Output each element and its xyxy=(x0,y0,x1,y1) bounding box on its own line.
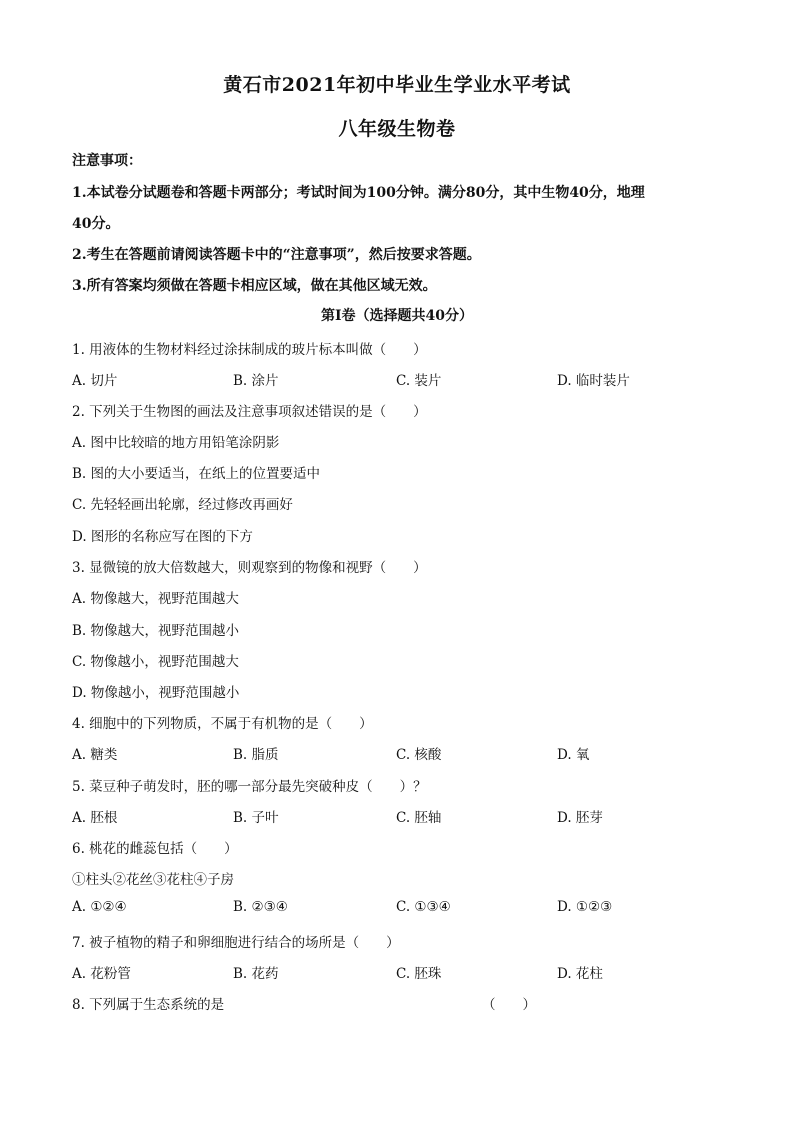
q7-option-d: D. 花柱 xyxy=(557,966,603,982)
q6-option-a: A. ①②④ xyxy=(72,899,127,915)
q5-option-d: D. 胚芽 xyxy=(557,810,603,826)
exam-title: 黄石市2021年初中毕业生学业水平考试 xyxy=(223,74,571,96)
q3-option-b: B. 物像越大，视野范围越小 xyxy=(72,623,240,639)
q2-option-a: A. 图中比较暗的地方用铅笔涂阴影 xyxy=(72,435,280,451)
note-item-1: 1.本试卷分试题卷和答题卡两部分；考试时间为100分钟。满分80分，其中生物40分，地理 xyxy=(72,185,645,201)
q3-option-d: D. 物像越小，视野范围越小 xyxy=(72,685,240,701)
note-item-1-continued: 40分。 xyxy=(72,216,120,232)
q1-option-b: B. 涂片 xyxy=(233,373,279,389)
q1-option-c: C. 装片 xyxy=(396,373,442,389)
q1-option-a: A. 切片 xyxy=(72,373,118,389)
q7-option-a: A. 花粉管 xyxy=(72,966,131,982)
q4-option-b: B. 脂质 xyxy=(233,747,279,763)
q6-option-c: C. ①③④ xyxy=(396,899,451,915)
question-7: 7. 被子植物的精子和卵细胞进行结合的场所是（ ） xyxy=(72,935,400,951)
question-2: 2. 下列关于生物图的画法及注意事项叙述错误的是（ ） xyxy=(72,404,427,420)
notes-heading: 注意事项： xyxy=(72,153,142,169)
q4-option-d: D. 氧 xyxy=(557,747,590,763)
question-6: 6. 桃花的雌蕊包括（ ） xyxy=(72,841,238,857)
q3-option-c: C. 物像越小，视野范围越大 xyxy=(72,654,239,670)
q7-option-c: C. 胚珠 xyxy=(396,966,442,982)
q2-option-b: B. 图的大小要适当，在纸上的位置要适中 xyxy=(72,466,321,482)
q4-option-c: C. 核酸 xyxy=(396,747,442,763)
question-3: 3. 显微镜的放大倍数越大，则观察到的物像和视野（ ） xyxy=(72,560,427,576)
q3-option-a: A. 物像越大，视野范围越大 xyxy=(72,591,239,607)
exam-subtitle: 八年级生物卷 xyxy=(338,118,456,140)
q2-option-c: C. 先轻轻画出轮廓，经过修改再画好 xyxy=(72,497,293,513)
note-item-2: 2.考生在答题前请阅读答题卡中的“注意事项”，然后按要求答题。 xyxy=(72,247,481,263)
q5-option-b: B. 子叶 xyxy=(233,810,279,826)
q5-option-a: A. 胚根 xyxy=(72,810,118,826)
q6-option-b: B. ②③④ xyxy=(233,899,288,915)
q1-option-d: D. 临时装片 xyxy=(557,373,630,389)
q7-option-b: B. 花药 xyxy=(233,966,279,982)
question-4: 4. 细胞中的下列物质，不属于有机物的是（ ） xyxy=(72,716,373,732)
question-5: 5. 菜豆种子萌发时，胚的哪一部分最先突破种皮（ ）？ xyxy=(72,779,427,795)
q5-option-c: C. 胚轴 xyxy=(396,810,442,826)
question-8: 8. 下列属于生态系统的是 xyxy=(72,997,225,1013)
note-item-3: 3.所有答案均须做在答题卡相应区域，做在其他区域无效。 xyxy=(72,278,437,294)
q6-option-d: D. ①②③ xyxy=(557,899,613,915)
section-title: 第Ⅰ卷（选择题共40分） xyxy=(320,308,474,324)
q8-answer-blank: （ ） xyxy=(482,997,536,1013)
question-1: 1. 用液体的生物材料经过涂抹制成的玻片标本叫做（ ） xyxy=(72,342,427,358)
q6-items: ①柱头②花丝③花柱④子房 xyxy=(72,872,234,888)
q2-option-d: D. 图形的名称应写在图的下方 xyxy=(72,529,253,545)
q4-option-a: A. 糖类 xyxy=(72,747,118,763)
